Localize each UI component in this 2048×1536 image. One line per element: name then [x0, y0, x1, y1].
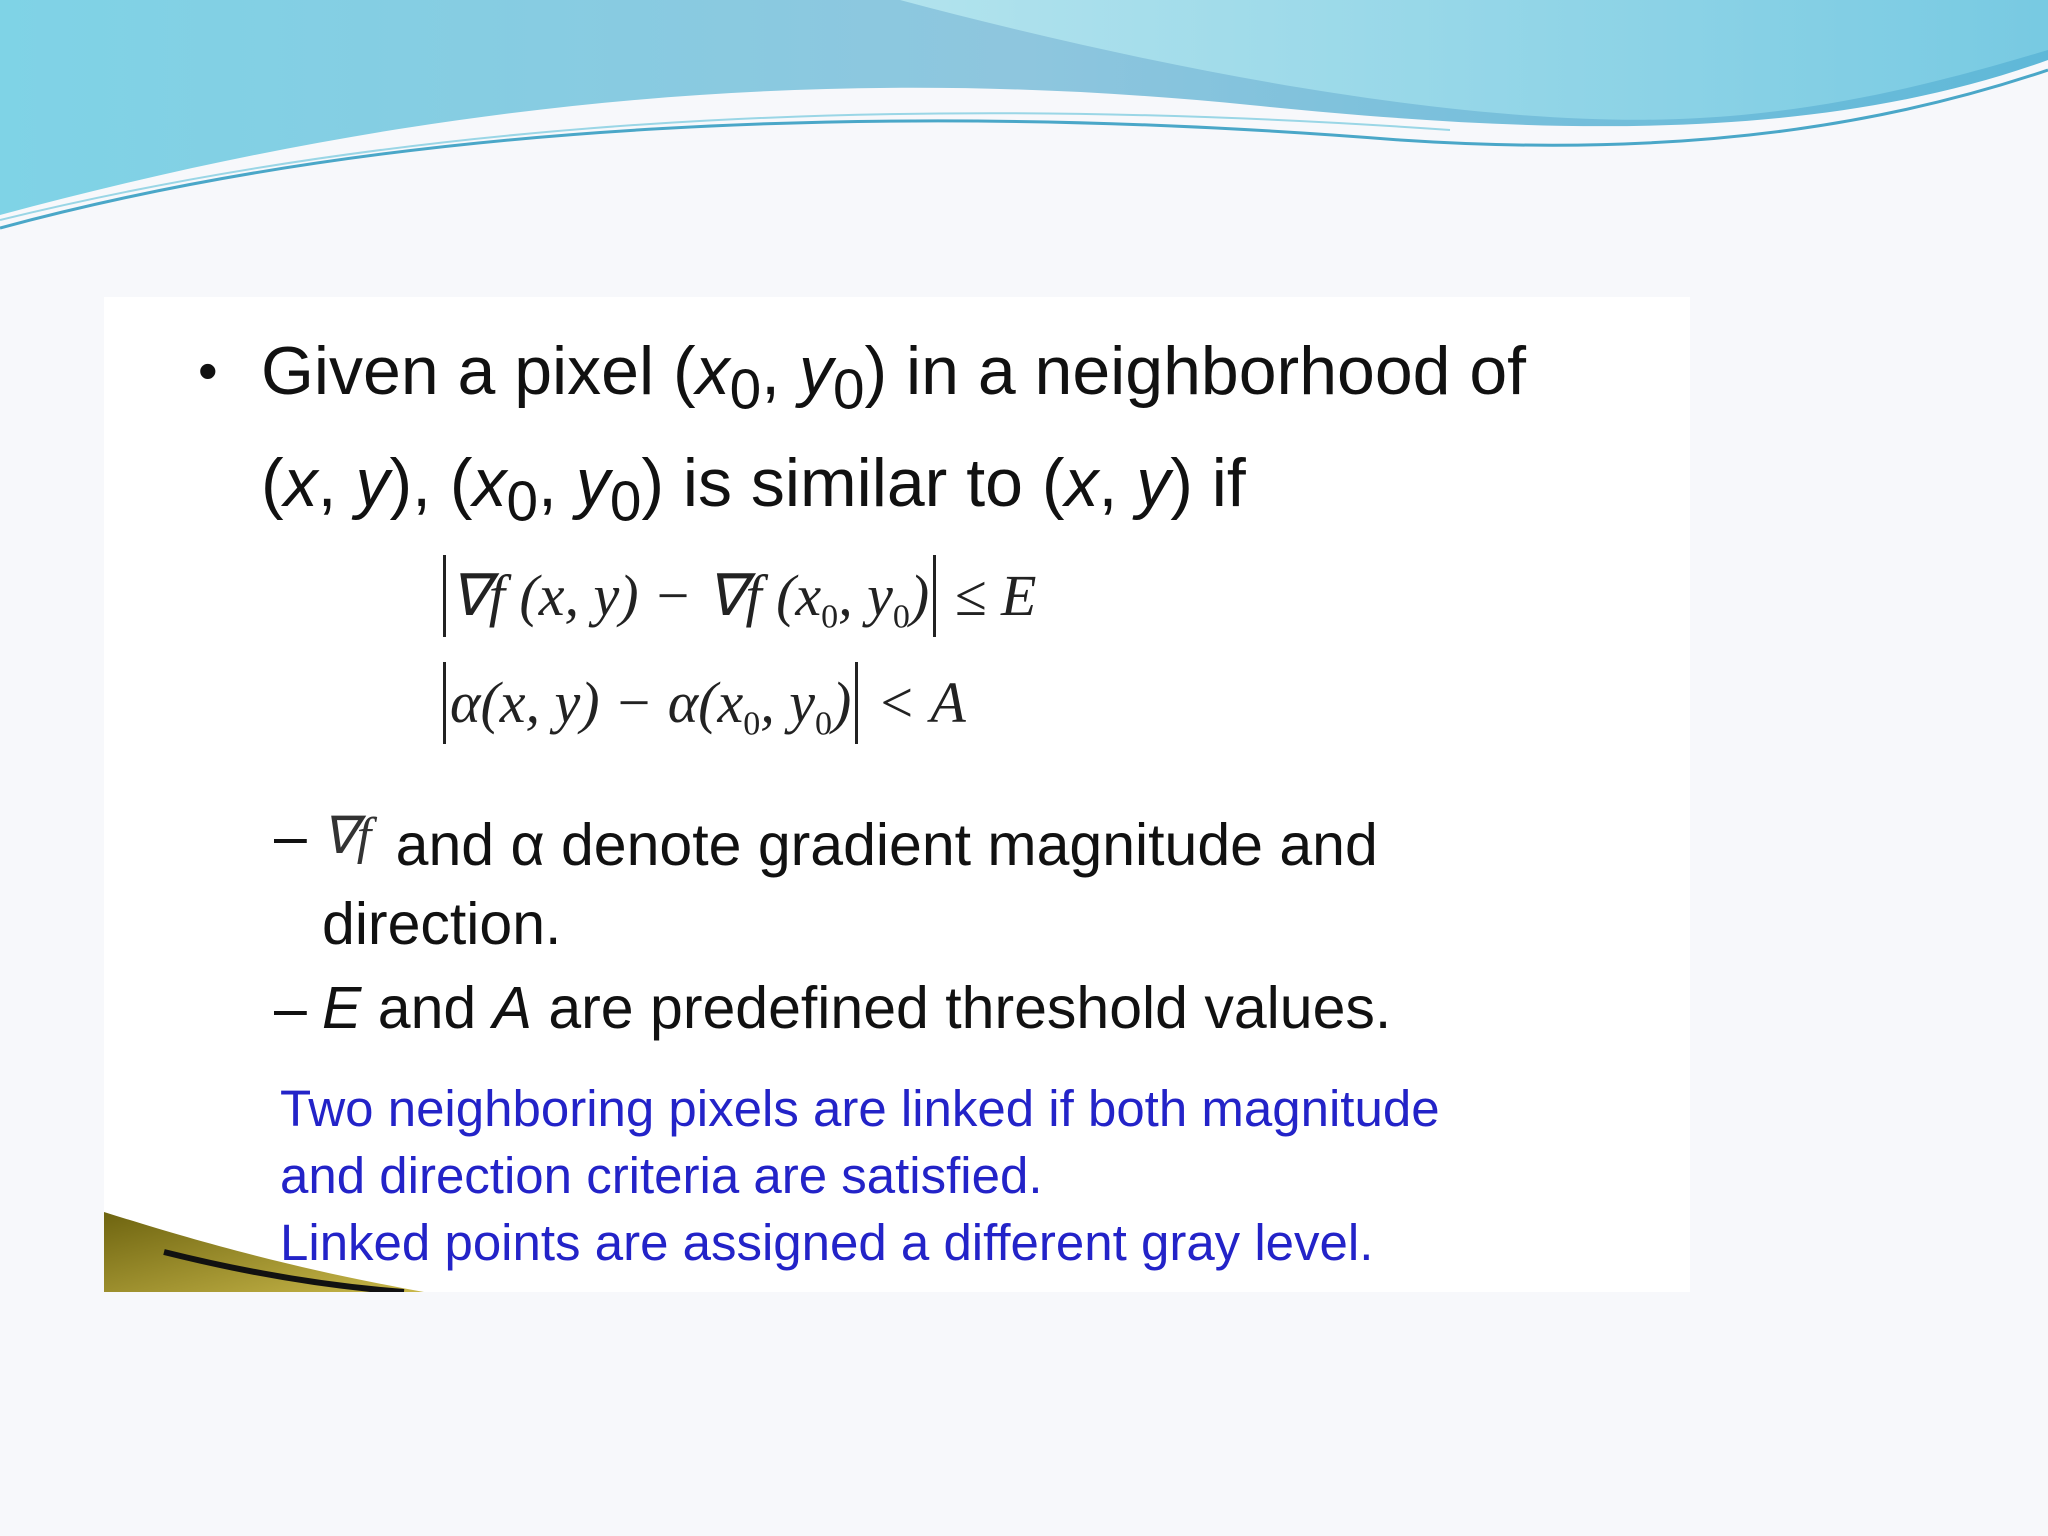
var-x: x — [1064, 444, 1099, 521]
var-y: y — [575, 444, 610, 521]
nabla-f-symbol: ∇f — [322, 808, 372, 865]
abs-bar-right — [855, 662, 858, 744]
note-line-1: Two neighboring pixels are linked if both magnitude — [280, 1080, 1440, 1137]
var-x: x — [472, 444, 507, 521]
text-fragment: ) if — [1170, 444, 1246, 521]
var-y: y — [1136, 444, 1171, 521]
text-fragment: are predefined threshold values. — [531, 975, 1392, 1041]
var-E: E — [322, 975, 362, 1041]
bullet-symbol: • — [198, 339, 218, 402]
eq-relation: < A — [876, 670, 966, 735]
equation-magnitude — [439, 555, 1036, 637]
linking-note — [280, 1075, 1580, 1276]
bullet-line-2 — [261, 437, 1598, 549]
subscript: 0 — [743, 705, 761, 743]
slide-content-image — [104, 297, 1690, 1292]
text-fragment: , — [761, 333, 799, 409]
eq-body: ) — [909, 563, 930, 628]
sub-bullet-thresholds — [274, 969, 1574, 1048]
eq-body: α(x, y) − α(x — [450, 670, 744, 735]
subscript: 0 — [832, 358, 865, 422]
var-x: x — [283, 444, 318, 521]
var-A: A — [492, 975, 532, 1041]
subscript: 0 — [609, 470, 642, 534]
sub-bullet-text — [322, 969, 1574, 1048]
abs-bar-left — [443, 555, 446, 637]
note-line-3: Linked points are assigned a different gray level. — [280, 1214, 1374, 1271]
text-fragment: ) in a neighborhood of — [864, 333, 1527, 409]
eq-body: ) — [831, 670, 852, 735]
eq-body: ∇f (x, y) − ∇f (x — [450, 563, 822, 628]
text-fragment: Given a pixel ( — [261, 333, 696, 409]
note-line-2: and direction criteria are satisfied. — [280, 1147, 1043, 1204]
text-fragment: ), ( — [389, 444, 473, 521]
text-fragment: , — [1098, 444, 1137, 521]
var-y: y — [798, 333, 833, 409]
abs-bar-left — [443, 662, 446, 744]
text-fragment: and — [361, 975, 493, 1041]
sub-bullet-gradient — [274, 797, 1574, 964]
corner-accent-decoration — [104, 1212, 424, 1292]
text-fragment: , — [538, 444, 576, 521]
subscript: 0 — [892, 598, 910, 636]
subscript: 0 — [506, 470, 539, 534]
main-bullet — [198, 325, 1598, 548]
header-wave-decoration — [0, 0, 2048, 240]
subscript: 0 — [814, 705, 832, 743]
dash-symbol: – — [274, 803, 307, 869]
subscript: 0 — [821, 598, 839, 636]
text-fragment: direction. — [322, 891, 562, 957]
bullet-line-1 — [261, 325, 1598, 437]
subscript: 0 — [729, 358, 762, 422]
abs-bar-right — [933, 555, 936, 637]
text-fragment: and α denote gradient magnitude and — [395, 812, 1378, 878]
var-y: y — [355, 444, 390, 521]
text-fragment: , — [317, 444, 356, 521]
eq-body: , y — [760, 670, 815, 735]
text-fragment: ( — [261, 444, 284, 521]
sub-bullet-text — [322, 797, 1574, 964]
equation-direction — [439, 662, 966, 744]
eq-relation: ≤ E — [954, 563, 1037, 628]
bullet-text — [261, 325, 1598, 548]
var-x: x — [695, 333, 730, 409]
text-fragment: ) is similar to ( — [641, 444, 1065, 521]
dash-symbol: – — [274, 975, 307, 1041]
eq-body: , y — [838, 563, 893, 628]
